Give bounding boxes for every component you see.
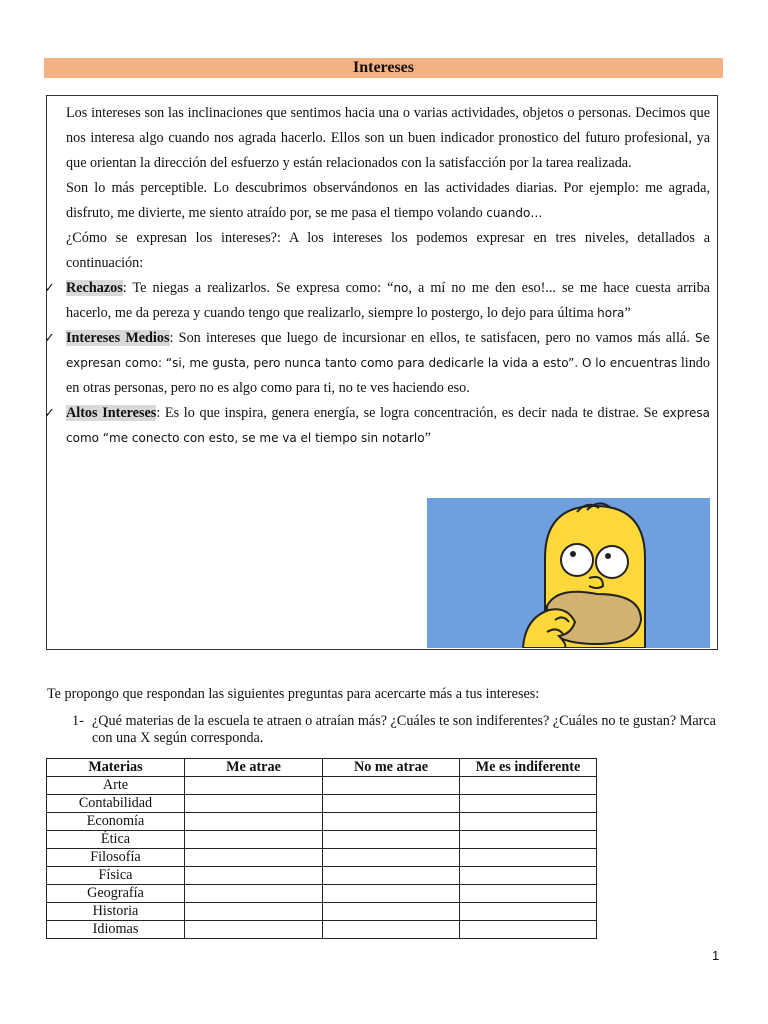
bullet-medios-text-b: Se expresan como: “si, me gusta, pero nunca tanto como para dedicarle la vida a esto”. O lo encuentras — [66, 331, 711, 370]
answer-cell[interactable] — [323, 867, 460, 885]
checkmark-icon: ✓ — [44, 406, 55, 421]
answer-cell[interactable] — [323, 903, 460, 921]
answer-cell[interactable] — [460, 921, 597, 939]
paragraph-perception-text: Son lo más perceptible. Lo descubrimos observándonos en las actividades diarias. Por ejemplo: me agrada, disfruto, me divierte, me siento atraído por, se me pasa el tiempo volando — [66, 180, 710, 221]
bullet-altos-text-c: ” — [424, 430, 431, 446]
homer-thinking-image — [427, 498, 710, 648]
answer-cell[interactable] — [185, 777, 323, 795]
answer-cell[interactable] — [185, 849, 323, 867]
table-row — [47, 831, 597, 849]
interests-text-box — [46, 95, 718, 650]
table-row — [47, 867, 597, 885]
bullet-altos-text-b: expresa como “me conecto con esto, se me va el tiempo sin notarlo — [66, 406, 710, 445]
answer-cell[interactable] — [185, 921, 323, 939]
bullet-altos-text-a: : Es lo que inspira, genera energía, se logra concentración, es decir nada te distrae. Se — [156, 405, 658, 421]
bullet-rechazos-text-e: ” — [624, 305, 631, 321]
bullet-rechazos-text-b: no — [393, 281, 409, 295]
answer-cell[interactable] — [460, 885, 597, 903]
bullet-rechazos — [44, 276, 710, 326]
answer-cell[interactable] — [323, 885, 460, 903]
paragraph-levels: ¿Cómo se expresan los intereses?: A los intereses los podemos expresar en tres niveles, detallados a continuación: — [66, 230, 710, 271]
checkmark-icon: ✓ — [44, 281, 55, 296]
paragraph-perception-end: cuando… — [486, 206, 543, 220]
answer-cell[interactable] — [323, 777, 460, 795]
answer-cell[interactable] — [460, 813, 597, 831]
bullet-rechazos-text-c: , a mí no me den eso!... se me hace cuesta arriba hacerlo, me da pereza y cuando tengo que realizarlo, siempre lo postergo, lo dejo para última — [66, 280, 710, 321]
table-header-row — [47, 759, 597, 777]
answer-cell[interactable] — [460, 849, 597, 867]
bullet-rechazos-text-d: hora — [597, 306, 625, 320]
answer-cell[interactable] — [185, 867, 323, 885]
answer-cell[interactable] — [460, 831, 597, 849]
subject-cell: Geografía — [47, 885, 185, 903]
subject-cell: Física — [47, 867, 185, 885]
table-row — [47, 795, 597, 813]
label-intereses-medios: Intereses Medios — [66, 330, 170, 346]
table-row — [47, 885, 597, 903]
section-title: Intereses — [44, 58, 723, 78]
subject-cell: Economía — [47, 813, 185, 831]
subjects-table — [46, 758, 597, 939]
bullet-medios-text-a: : Son intereses que luego de incursionar en ellos, te satisfacen, pero no vamos más allá. — [169, 330, 690, 346]
answer-cell[interactable] — [185, 813, 323, 831]
paragraph-perception — [66, 176, 710, 226]
label-rechazos: Rechazos — [66, 280, 123, 296]
table-row — [47, 849, 597, 867]
header-no-me-atrae: No me atrae — [323, 759, 460, 777]
header-me-es-indiferente: Me es indiferente — [460, 759, 597, 777]
checkmark-icon: ✓ — [44, 331, 55, 346]
subject-cell: Idiomas — [47, 921, 185, 939]
intro-text: Te propongo que respondan las siguientes preguntas para acercarte más a tus intereses: — [47, 686, 540, 702]
page-number: 1 — [712, 948, 720, 963]
answer-cell[interactable] — [323, 921, 460, 939]
subject-cell: Filosofía — [47, 849, 185, 867]
table-row — [47, 903, 597, 921]
subject-cell: Historia — [47, 903, 185, 921]
answer-cell[interactable] — [323, 795, 460, 813]
answer-cell[interactable] — [185, 903, 323, 921]
table-row — [47, 921, 597, 939]
table-row — [47, 777, 597, 795]
answer-cell[interactable] — [460, 777, 597, 795]
bullet-altos-intereses — [44, 401, 710, 451]
answer-cell[interactable] — [185, 831, 323, 849]
table-row — [47, 813, 597, 831]
answer-cell[interactable] — [323, 813, 460, 831]
interests-text — [44, 101, 711, 451]
paragraph-definition: Los intereses son las inclinaciones que sentimos hacia una o varias actividades, objetos o personas. Decimos que nos interesa algo cuando nos agrada hacerlo. Ellos son un buen indicador pronostico del futuro profesional, ya que orientan la dirección del esfuerzo y están relacionados con la satisfacción por la tarea realizada. — [66, 105, 710, 171]
question-number: 1- — [72, 713, 84, 729]
label-altos-intereses: Altos Intereses — [66, 405, 157, 421]
bullet-rechazos-text-a: : Te niegas a realizarlos. Se expresa como: “ — [122, 280, 394, 296]
answer-cell[interactable] — [323, 831, 460, 849]
answer-cell[interactable] — [185, 885, 323, 903]
subject-cell: Contabilidad — [47, 795, 185, 813]
answer-cell[interactable] — [460, 795, 597, 813]
homer-illustration — [427, 498, 710, 648]
question-text: ¿Qué materias de la escuela te atraen o atraían más? ¿Cuáles te son indiferentes? ¿Cuáles no te gustan? Marca con una X según corresponda. — [92, 713, 716, 746]
header-me-atrae: Me atrae — [185, 759, 323, 777]
subject-cell: Arte — [47, 777, 185, 795]
answer-cell[interactable] — [323, 849, 460, 867]
answer-cell[interactable] — [185, 795, 323, 813]
bullet-intereses-medios — [44, 326, 711, 401]
subject-cell: Ética — [47, 831, 185, 849]
answer-cell[interactable] — [460, 903, 597, 921]
bullet-medios-text-c: lindo en otras personas, pero no es algo como para ti, no te ves haciendo eso. — [66, 355, 710, 396]
answer-cell[interactable] — [460, 867, 597, 885]
header-materias: Materias — [47, 759, 185, 777]
